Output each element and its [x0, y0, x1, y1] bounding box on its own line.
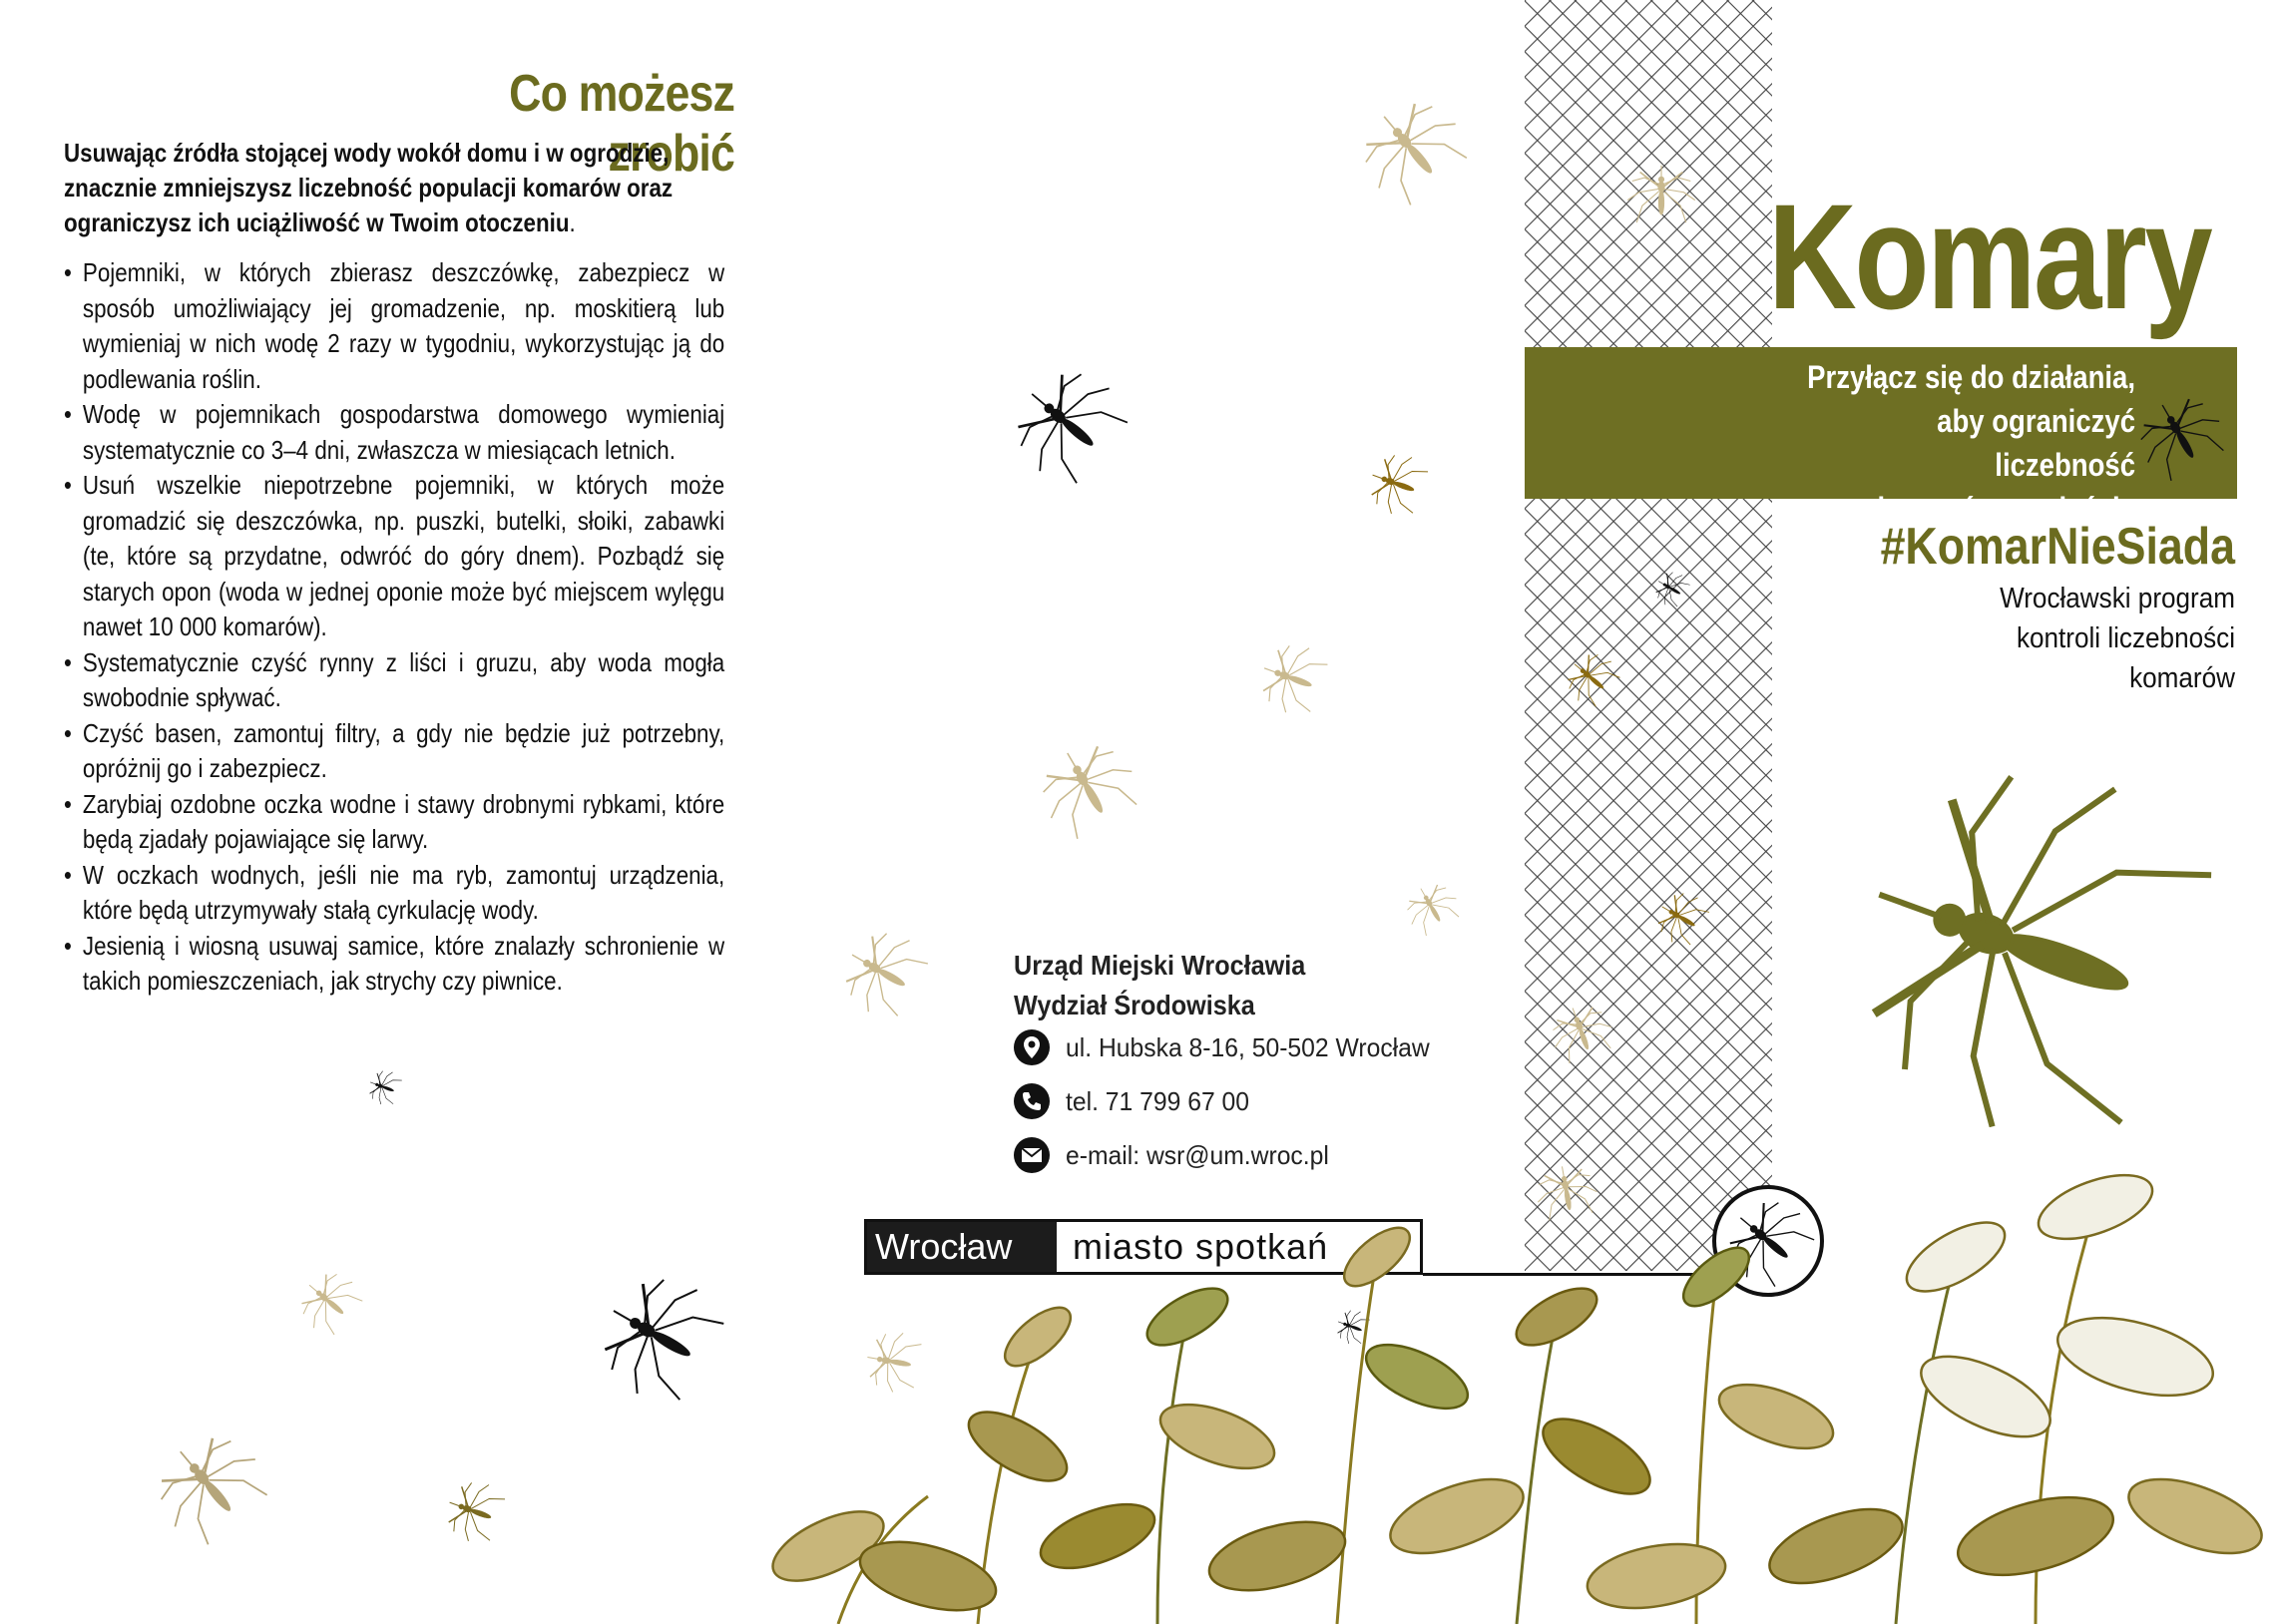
contact-block	[1014, 946, 1473, 1170]
subtitle	[1792, 355, 2135, 531]
mosquito-illustration	[1646, 569, 1696, 609]
subtitle-line: Przyłącz się do działania,	[1807, 359, 2135, 395]
program-line: Wrocławski program	[2000, 583, 2235, 614]
subtitle-line: komarów w mieście	[1877, 491, 2135, 527]
address-row	[1014, 1029, 1449, 1065]
list-item: • Jesienią i wiosną usuwaj samice, które znalazły schronienie w takich pomieszczeniach, jak strychy czy piwnice.	[64, 929, 724, 1000]
mosquito-illustration	[1337, 90, 1487, 209]
program-line: komarów	[2129, 662, 2235, 694]
mosquito-illustration	[289, 1267, 369, 1337]
phone-icon	[1014, 1083, 1050, 1119]
tips-list	[64, 255, 724, 1000]
mosquito-illustration	[1237, 638, 1347, 718]
intro-bold-text: Usuwając źródła stojącej wody wokół domu i w ogrodzie, znacznie zmniejszysz liczebność populacji komarów oraz ograniczysz ich uciążliwość w Twoim otoczeniu	[64, 138, 674, 237]
list-item: • Usuń wszelkie niepotrzebne pojemniki, w których może gromadzić się deszczówka, np. puszki, butelki, słoiki, zabawki (te, które są przydatne, odwróć do góry dnem). Pozbądź się starych opon (woda w jednej oponie może być miejscem wylęgu nawet 10 000 komarów).	[64, 468, 724, 645]
office-name: Urząd Miejski Wrocławia	[1014, 950, 1306, 981]
mosquito-illustration	[1537, 998, 1626, 1067]
list-item: • Systematycznie czyść rynny z liści i gruzu, aby woda mogła swobodnie spływać.	[64, 645, 724, 716]
section-heading: Co możesz zrobić	[509, 65, 734, 183]
mosquito-illustration	[818, 918, 948, 1027]
mosquito-illustration	[1557, 648, 1626, 708]
logo-slogan: miasto spotkań	[1073, 1226, 1329, 1267]
mosquito-illustration	[1357, 449, 1437, 519]
mosquito-illustration	[1646, 888, 1716, 948]
program-description	[1840, 579, 2235, 698]
intro-paragraph	[64, 136, 698, 240]
mosquito-illustration	[1786, 768, 2265, 1127]
phone-row	[1014, 1083, 1259, 1119]
department-name: Wydział Środowiska	[1014, 990, 1255, 1020]
mosquito-illustration	[2125, 371, 2235, 501]
email-link[interactable]: e-mail: wsr@um.wroc.pl	[1066, 1139, 1329, 1170]
mosquito-illustration	[429, 1476, 519, 1546]
intro-tail: .	[569, 207, 576, 237]
plants-illustration	[738, 1117, 2277, 1624]
list-item: • Wodę w pojemnikach gospodarstwa domowego wymieniaj systematycznie co 3–4 dni, zwłaszcza w miesiącach letnich.	[64, 397, 724, 468]
logo-city-name: Wrocław	[867, 1222, 1057, 1272]
mosquito-illustration	[559, 1257, 758, 1417]
list-item: • Czyść basen, zamontuj filtry, a gdy nie będzie już potrzebny, opróżnij go i zabezpiecz.	[64, 716, 724, 787]
list-item: • Zarybiaj ozdobne oczka wodne i stawy drobnymi rybkami, które będą zjadały pojawiające się larwy.	[64, 787, 724, 858]
address-text: ul. Hubska 8-16, 50-502 Wrocław	[1066, 1031, 1430, 1062]
subtitle-line: aby ograniczyć liczebność	[1937, 403, 2135, 483]
list-item: • W oczkach wodnych, jeśli nie ma ryb, zamontuj urządzenia, które będą utrzymywały stałą cyrkulację wody.	[64, 858, 724, 929]
mosquito-illustration	[978, 349, 1157, 499]
list-item: • Pojemniki, w których zbierasz deszczówkę, zabezpiecz w sposób umożliwiający jej gromadzenie, np. moskitierą lub wymieniaj w nich wodę 2 razy w tygodniu, wykorzystując ją do podlewania roślin.	[64, 255, 724, 397]
hashtag: #KomarNieSiada	[1880, 518, 2235, 576]
mosquito-illustration	[1616, 150, 1706, 239]
phone-text[interactable]: tel. 71 799 67 00	[1066, 1085, 1250, 1116]
mosquito-illustration	[140, 1417, 279, 1556]
mosquito-illustration	[359, 1067, 409, 1107]
mosquito-illustration	[1397, 878, 1467, 938]
program-line: kontroli liczebności	[2016, 622, 2235, 654]
mosquito-illustration	[1018, 718, 1157, 858]
location-pin-icon	[1014, 1029, 1050, 1065]
page-title: Komary	[1768, 173, 2211, 340]
